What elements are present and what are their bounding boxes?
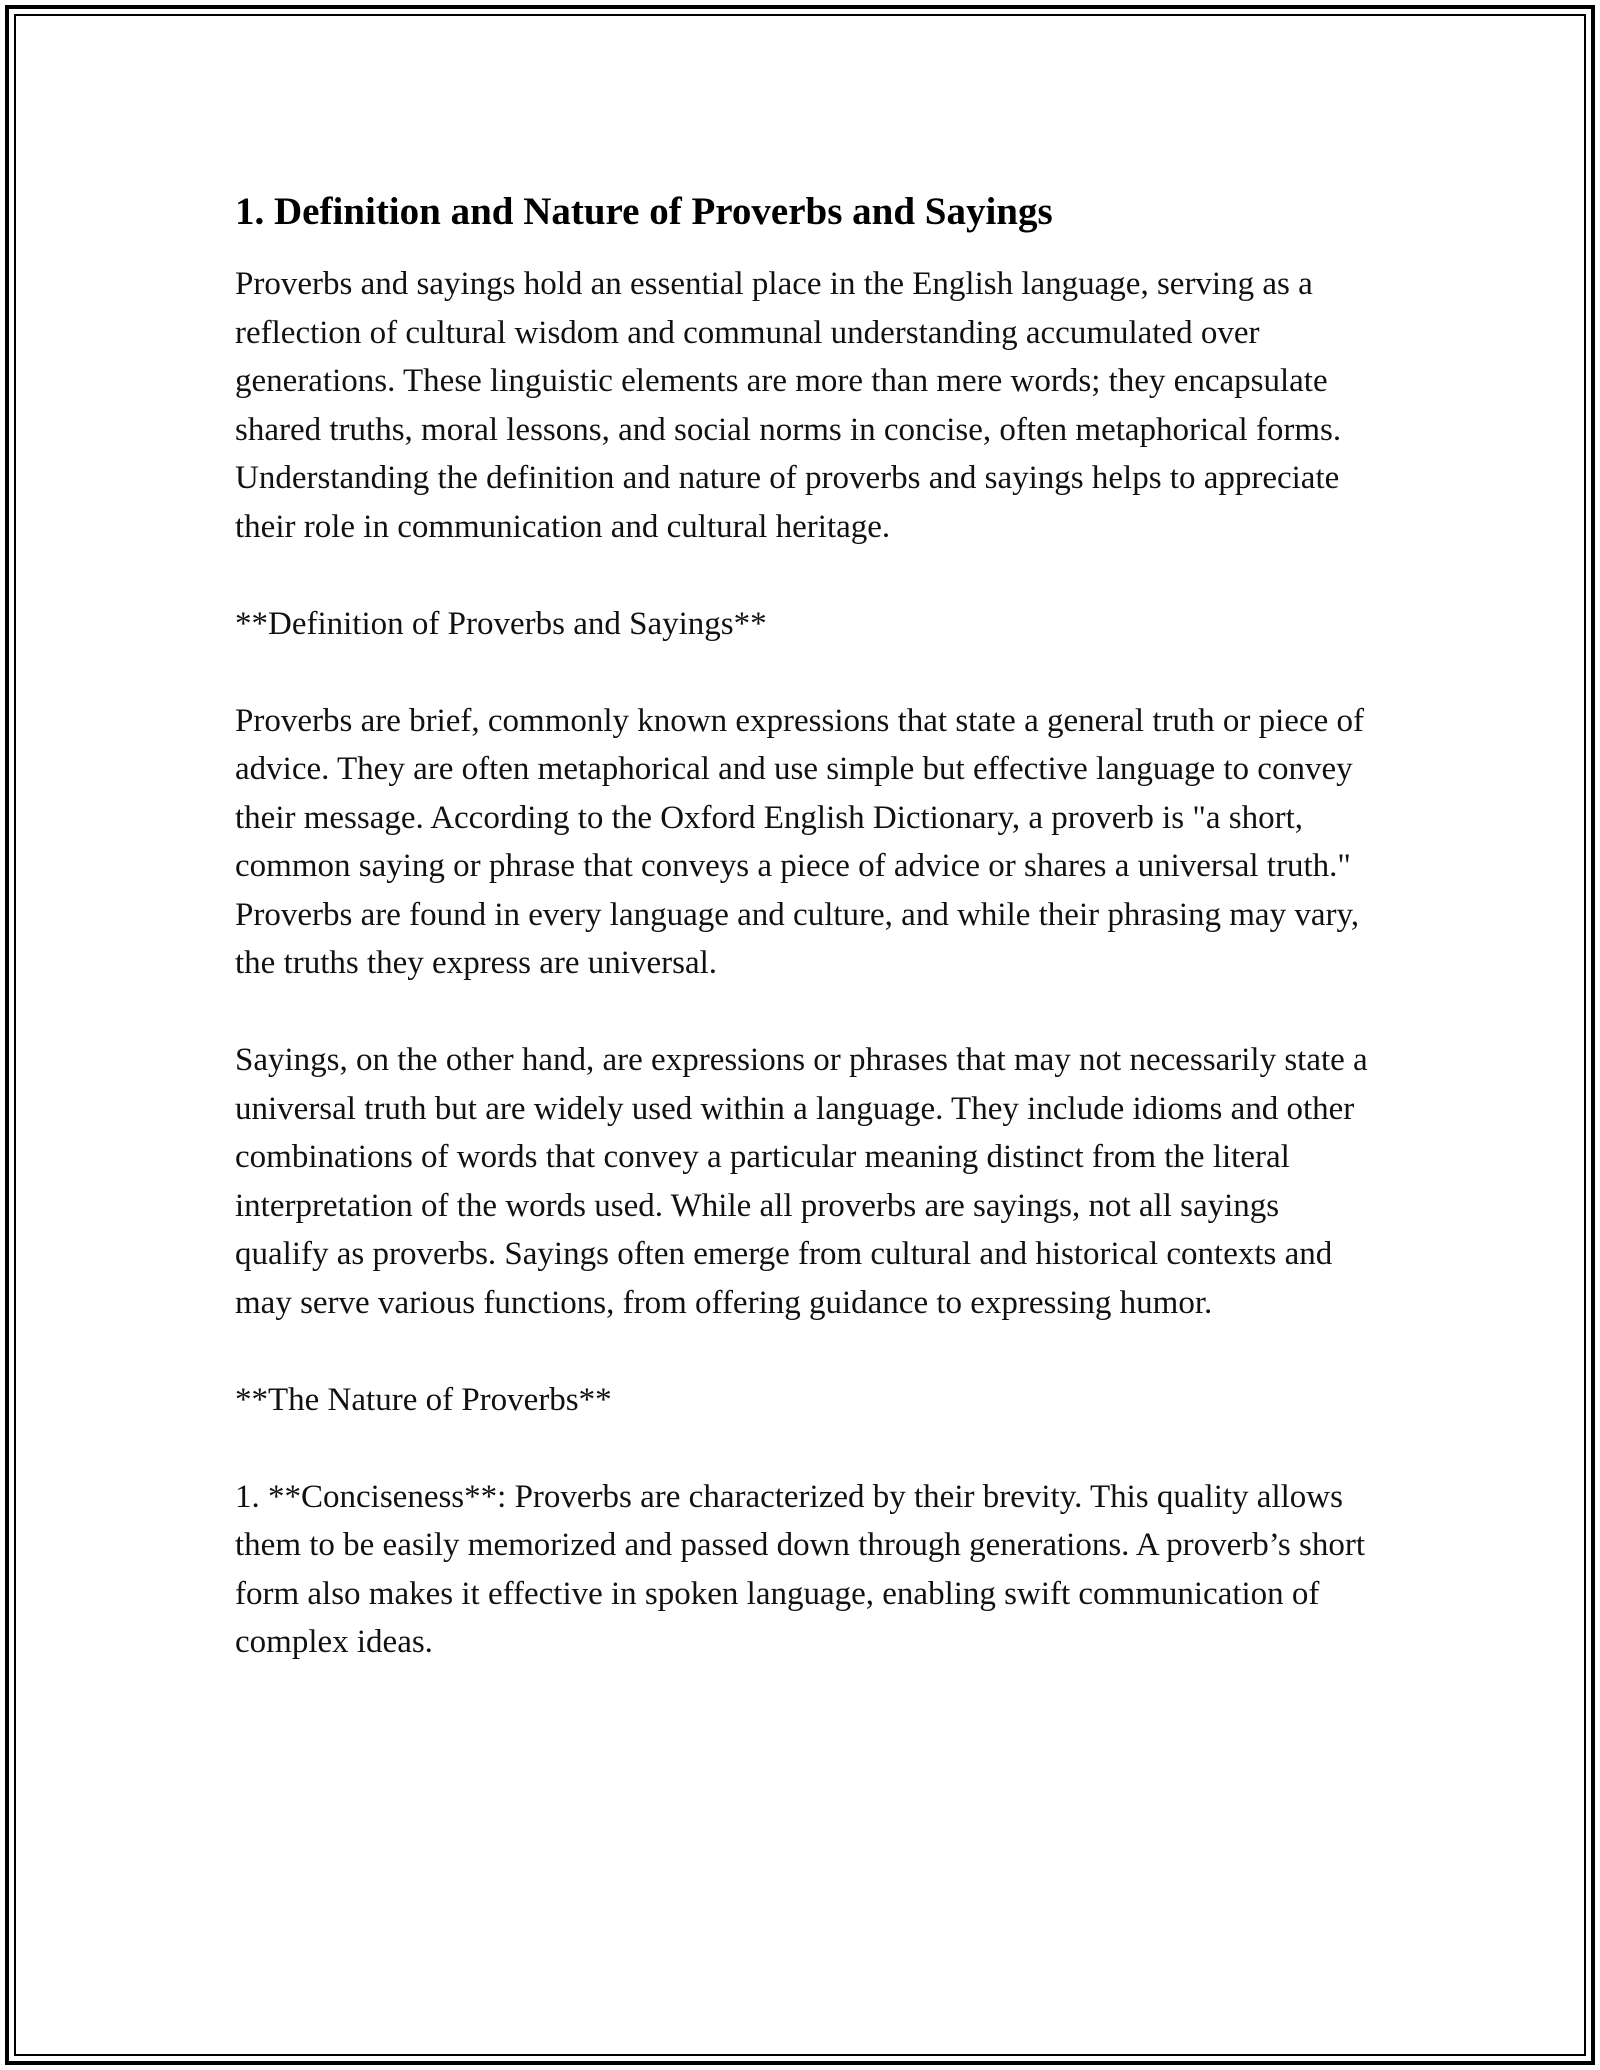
document-body [235, 186, 1375, 1667]
section-heading: 1. Definition and Nature of Proverbs and Sayings [235, 190, 1053, 233]
intro-paragraph: Proverbs and sayings hold an essential place in the English language, serving as a reflection of cultural wisdom and communal understanding accumulated over generations. These linguistic elements are more than mere words; they encapsulate shared truths, moral lessons, and social norms in concise, often metaphorical forms. Understanding the definition and nature of proverbs and sayings helps to appreciate their role in communication and cultural heritage. [235, 266, 1342, 545]
conciseness-paragraph: 1. **Conciseness**: Proverbs are characterized by their brevity. This quality allows them to be easily memorized and passed down through generations. A proverb’s short form also makes it effective in spoken language, enabling swift communication of complex ideas. [235, 1478, 1366, 1660]
nature-subheading: **The Nature of Proverbs** [235, 1381, 612, 1418]
sayings-definition-paragraph: Sayings, on the other hand, are expressions or phrases that may not necessarily state a universal truth but are widely used within a language. They include idioms and other combinations of words that convey a particular meaning distinct from the literal interpretation of the words used. While all proverbs are sayings, not all sayings qualify as proverbs. Sayings often emerge from cultural and historical contexts and may serve various functions, from offering guidance to expressing humor. [235, 1042, 1368, 1321]
proverbs-definition-paragraph: Proverbs are brief, commonly known expressions that state a general truth or piece of advice. They are often metaphorical and use simple but effective language to convey their message. According to the Oxford English Dictionary, a proverb is "a short, common saying or phrase that conveys a piece of advice or shares a universal truth." Proverbs are found in every language and culture, and while their phrasing may vary, the truths they express are universal. [235, 702, 1364, 981]
definition-subheading: **Definition of Proverbs and Sayings** [235, 605, 767, 642]
